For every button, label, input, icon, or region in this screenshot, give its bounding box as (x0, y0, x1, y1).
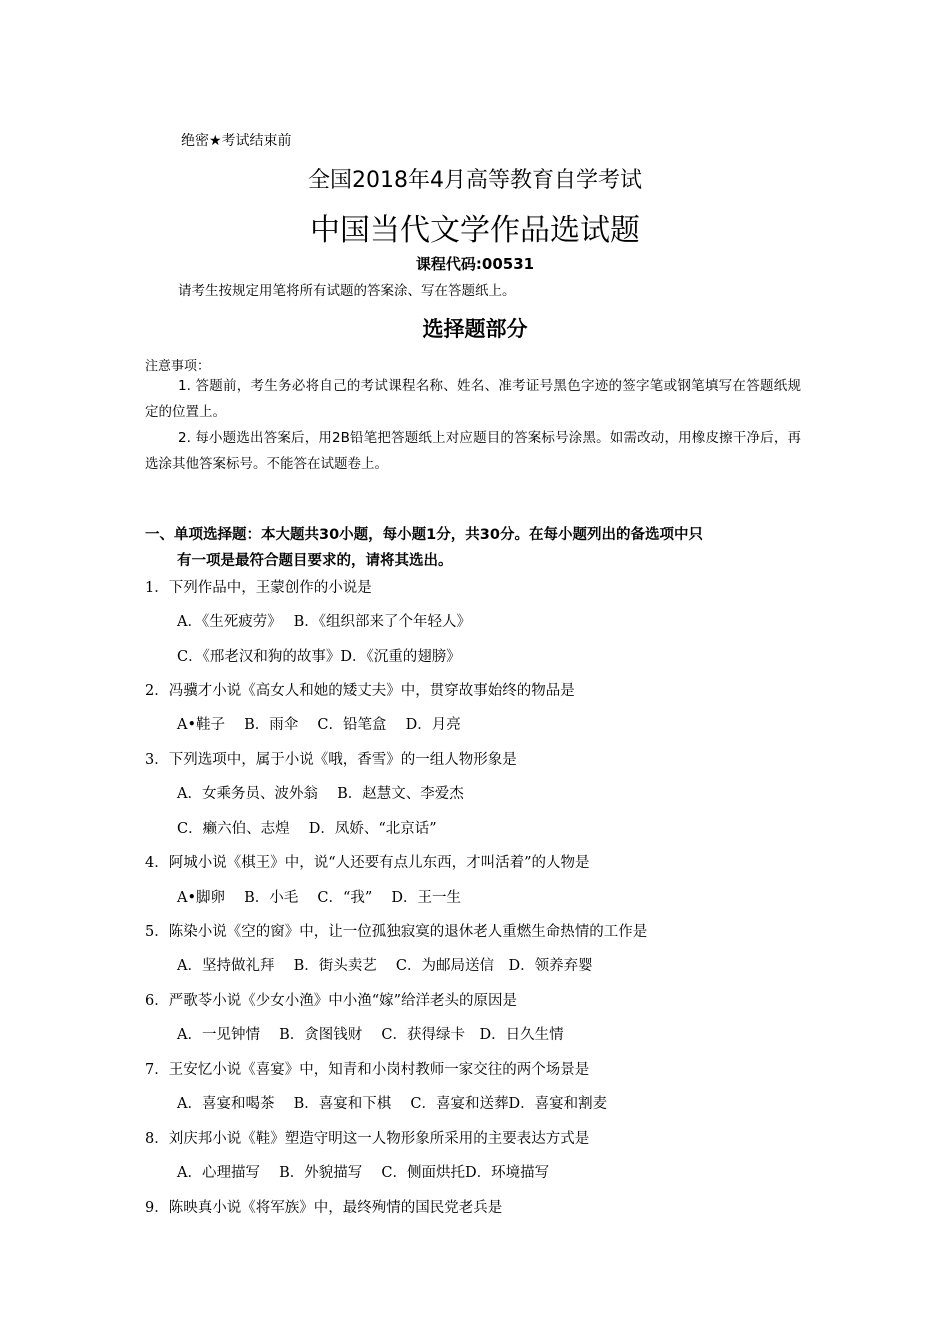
question-options: A．心理描写 B．外貌描写 C．侧面烘托D．环境描写 (177, 1165, 550, 1181)
question-stem: 9．陈映真小说《将军族》中，最终殉情的国民党老兵是 (145, 1200, 503, 1216)
question-options: A•鞋子 B．雨伞 C．铅笔盒 D．月亮 (177, 717, 461, 733)
question-stem: 6．严歌苓小说《少女小渔》中小渔“嫁”给洋老头的原因是 (145, 993, 518, 1009)
question-stem: 5．陈染小说《空的窗》中，让一位孤独寂寞的退休老人重燃生命热情的工作是 (145, 924, 648, 940)
question-options: A．女乘务员、波外翁 B．赵慧文、李爱杰 (177, 786, 464, 802)
question-stem: 1．下列作品中，王蒙创作的小说是 (145, 580, 372, 596)
question-options: C．《邢老汉和狗的故事》D．《沉重的翅膀》 (177, 649, 461, 665)
confidential-mark: 绝密★考试结束前 (181, 133, 292, 149)
part-heading-line: 一、单项选择题：本大题共30小题，每小题1分，共30分。在每小题列出的备选项中只 (145, 527, 703, 543)
question-options: A．《生死疲劳》 B．《组织部来了个年轻人》 (177, 614, 471, 630)
course-code: 课程代码:00531 (415, 255, 535, 273)
question-options: A•脚卵 B．小毛 C．“我” D．王一生 (177, 890, 462, 906)
note-item: 2. 每小题选出答案后，用2B铅笔把答题纸上对应题目的答案标号涂黑。如需改动，用橡皮擦干净后，再选涂其他答案标号。不能答在试题卷上。 (145, 430, 801, 472)
part-heading-line: 有一项是最符合题目要求的，请将其选出。 (177, 553, 453, 569)
question-options: A．喜宴和喝茶 B．喜宴和下棋 C．喜宴和送葬D．喜宴和割麦 (177, 1096, 608, 1112)
part-heading (145, 522, 805, 574)
note-item: 1. 答题前，考生务必将自己的考试课程名称、姓名、准考证号黑色字迹的签字笔或钢笔填写在答题纸规定的位置上。 (145, 378, 801, 420)
question-stem: 8．刘庆邦小说《鞋》塑造守明这一人物形象所采用的主要表达方式是 (145, 1131, 590, 1147)
question-stem: 2．冯骥才小说《高女人和她的矮丈夫》中，贯穿故事始终的物品是 (145, 683, 575, 699)
question-stem: 4．阿城小说《棋王》中，说“人还要有点儿东西，才叫活着”的人物是 (145, 855, 590, 871)
subject-title: 中国当代文学作品选试题 (310, 213, 640, 248)
notes-heading: 注意事项： (145, 359, 211, 374)
question-stem: 3．下列选项中，属于小说《哦，香雪》的一组人物形象是 (145, 752, 517, 768)
section-title: 选择题部分 (422, 317, 528, 341)
question-options: C．癞六伯、志煌 D．凤娇、“北京话” (177, 821, 437, 837)
question-options: A．一见钟情 B．贪图钱财 C．获得绿卡 D．日久生情 (177, 1027, 564, 1043)
question-stem: 7．王安忆小说《喜宴》中，知青和小岗村教师一家交往的两个场景是 (145, 1062, 590, 1078)
question-options: A．坚持做礼拜 B．街头卖艺 C．为邮局送信 D．领养弃婴 (177, 958, 593, 974)
answer-instruction: 请考生按规定用笔将所有试题的答案涂、写在答题纸上。 (178, 283, 516, 299)
exam-title: 全国2018年4月高等教育自学考试 (308, 168, 642, 193)
